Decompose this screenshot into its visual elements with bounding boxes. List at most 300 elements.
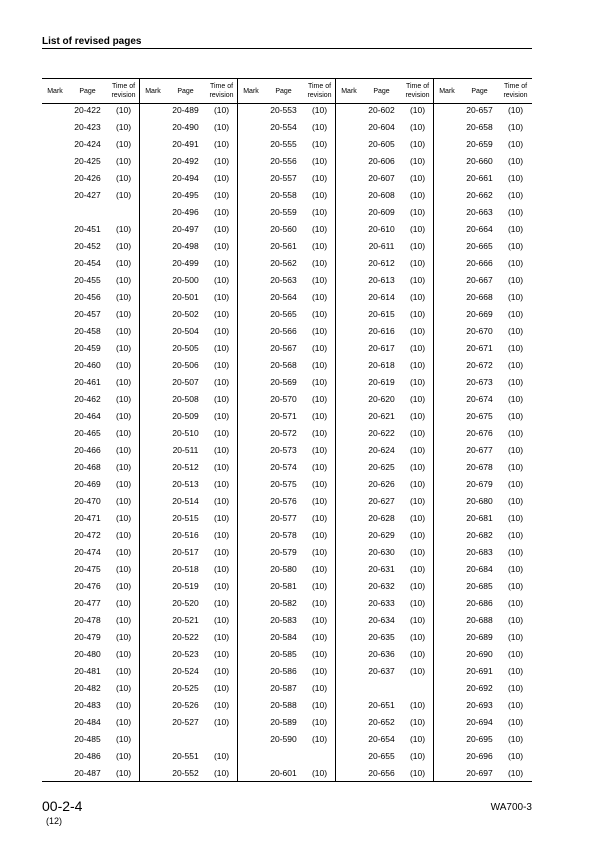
row-mark bbox=[336, 595, 362, 612]
row-revision: (10) bbox=[507, 547, 524, 557]
row-revision: (10) bbox=[507, 530, 524, 540]
row-mark bbox=[42, 544, 68, 561]
row-mark bbox=[238, 255, 264, 272]
row-revision: (10) bbox=[409, 615, 426, 625]
row-mark bbox=[238, 187, 264, 204]
row-page: 20-616 bbox=[368, 326, 395, 336]
row-revision: (10) bbox=[311, 479, 328, 489]
row-page: 20-667 bbox=[466, 275, 493, 285]
row-mark bbox=[42, 238, 68, 255]
row-page: 20-635 bbox=[368, 632, 395, 642]
row-page: 20-574 bbox=[270, 462, 297, 472]
row-revision: (10) bbox=[507, 411, 524, 421]
header-time-of-revision: Time of revision bbox=[503, 83, 528, 99]
row-mark bbox=[336, 221, 362, 238]
row-page: 20-582 bbox=[270, 598, 297, 608]
row-revision: (10) bbox=[311, 139, 328, 149]
row-page: 20-518 bbox=[172, 564, 199, 574]
row-page: 20-665 bbox=[466, 241, 493, 251]
row-revision: (10) bbox=[409, 428, 426, 438]
row-revision: (10) bbox=[115, 479, 132, 489]
row-mark bbox=[434, 697, 460, 714]
row-revision: (10) bbox=[311, 598, 328, 608]
row-page: 20-658 bbox=[466, 122, 493, 132]
row-mark bbox=[434, 731, 460, 748]
row-revision: (10) bbox=[409, 632, 426, 642]
row-revision: (10) bbox=[409, 139, 426, 149]
row-page: 20-613 bbox=[368, 275, 395, 285]
row-page: 20-561 bbox=[270, 241, 297, 251]
row-page: 20-492 bbox=[172, 156, 199, 166]
row-page: 20-681 bbox=[466, 513, 493, 523]
row-revision: (10) bbox=[409, 224, 426, 234]
row-page: 20-479 bbox=[74, 632, 101, 642]
row-page: 20-671 bbox=[466, 343, 493, 353]
row-page: 20-426 bbox=[74, 173, 101, 183]
row-page: 20-614 bbox=[368, 292, 395, 302]
row-revision: (10) bbox=[115, 122, 132, 132]
row-revision: (10) bbox=[409, 275, 426, 285]
row-page: 20-584 bbox=[270, 632, 297, 642]
row-page: 20-634 bbox=[368, 615, 395, 625]
row-mark bbox=[42, 646, 68, 663]
row-page: 20-621 bbox=[368, 411, 395, 421]
header-mark: Mark bbox=[439, 87, 455, 95]
row-page: 20-500 bbox=[172, 275, 199, 285]
row-revision: (10) bbox=[213, 258, 230, 268]
row-mark bbox=[336, 340, 362, 357]
row-mark bbox=[336, 510, 362, 527]
row-page: 20-424 bbox=[74, 139, 101, 149]
row-mark bbox=[336, 204, 362, 221]
row-revision: (10) bbox=[311, 734, 328, 744]
row-revision: (10) bbox=[115, 326, 132, 336]
row-mark bbox=[42, 714, 68, 731]
row-revision: (10) bbox=[507, 649, 524, 659]
row-mark bbox=[42, 510, 68, 527]
row-page: 20-590 bbox=[270, 734, 297, 744]
row-page: 20-460 bbox=[74, 360, 101, 370]
row-revision: (10) bbox=[311, 105, 328, 115]
row-page: 20-586 bbox=[270, 666, 297, 676]
row-mark bbox=[238, 663, 264, 680]
row-revision: (10) bbox=[507, 139, 524, 149]
header-page: Page bbox=[373, 87, 390, 95]
row-page: 20-622 bbox=[368, 428, 395, 438]
row-mark bbox=[434, 170, 460, 187]
row-page: 20-668 bbox=[466, 292, 493, 302]
row-revision: (10) bbox=[409, 241, 426, 251]
row-mark bbox=[336, 425, 362, 442]
row-revision: (10) bbox=[115, 649, 132, 659]
row-mark bbox=[140, 306, 166, 323]
row-page: 20-581 bbox=[270, 581, 297, 591]
row-page: 20-497 bbox=[172, 224, 199, 234]
row-page: 20-515 bbox=[172, 513, 199, 523]
row-mark bbox=[336, 289, 362, 306]
row-revision: (10) bbox=[213, 207, 230, 217]
row-mark bbox=[434, 374, 460, 391]
row-page: 20-502 bbox=[172, 309, 199, 319]
row-revision: (10) bbox=[213, 479, 230, 489]
row-mark bbox=[336, 476, 362, 493]
row-page: 20-466 bbox=[74, 445, 101, 455]
row-mark bbox=[42, 221, 68, 238]
row-mark bbox=[336, 391, 362, 408]
row-mark bbox=[336, 442, 362, 459]
row-page: 20-686 bbox=[466, 598, 493, 608]
row-page: 20-562 bbox=[270, 258, 297, 268]
row-mark bbox=[434, 187, 460, 204]
row-page: 20-611 bbox=[368, 241, 395, 251]
header-page: Page bbox=[275, 87, 292, 95]
row-revision: (10) bbox=[115, 513, 132, 523]
header-mark: Mark bbox=[243, 87, 259, 95]
row-revision: (10) bbox=[213, 632, 230, 642]
row-mark bbox=[238, 493, 264, 510]
row-mark bbox=[336, 153, 362, 170]
row-revision: (10) bbox=[213, 275, 230, 285]
row-page: 20-661 bbox=[466, 173, 493, 183]
row-page: 20-569 bbox=[270, 377, 297, 387]
row-revision: (10) bbox=[213, 173, 230, 183]
row-revision: (10) bbox=[507, 292, 524, 302]
row-revision bbox=[205, 731, 238, 748]
row-mark bbox=[238, 306, 264, 323]
row-mark bbox=[336, 527, 362, 544]
row-revision: (10) bbox=[409, 479, 426, 489]
row-page: 20-678 bbox=[466, 462, 493, 472]
row-page: 20-499 bbox=[172, 258, 199, 268]
row-page: 20-610 bbox=[368, 224, 395, 234]
row-revision: (10) bbox=[409, 326, 426, 336]
row-page: 20-571 bbox=[270, 411, 297, 421]
row-revision: (10) bbox=[507, 105, 524, 115]
row-mark bbox=[336, 731, 362, 748]
row-mark bbox=[336, 629, 362, 646]
row-revision: (10) bbox=[115, 156, 132, 166]
row-revision: (10) bbox=[213, 717, 230, 727]
row-revision: (10) bbox=[115, 224, 132, 234]
row-revision: (10) bbox=[311, 241, 328, 251]
row-revision: (10) bbox=[311, 581, 328, 591]
row-mark bbox=[434, 204, 460, 221]
row-mark bbox=[434, 663, 460, 680]
row-mark bbox=[140, 442, 166, 459]
row-revision: (10) bbox=[115, 666, 132, 676]
row-mark bbox=[238, 170, 264, 187]
row-revision: (10) bbox=[213, 428, 230, 438]
row-revision: (10) bbox=[213, 241, 230, 251]
row-mark bbox=[238, 697, 264, 714]
row-mark bbox=[434, 578, 460, 595]
row-page: 20-620 bbox=[368, 394, 395, 404]
row-revision: (10) bbox=[409, 734, 426, 744]
row-revision: (10) bbox=[409, 411, 426, 421]
row-mark bbox=[140, 510, 166, 527]
row-revision: (10) bbox=[409, 343, 426, 353]
row-page: 20-630 bbox=[368, 547, 395, 557]
row-revision: (10) bbox=[311, 122, 328, 132]
row-page: 20-689 bbox=[466, 632, 493, 642]
row-page: 20-501 bbox=[172, 292, 199, 302]
row-page: 20-512 bbox=[172, 462, 199, 472]
row-page: 20-618 bbox=[368, 360, 395, 370]
row-revision: (10) bbox=[409, 547, 426, 557]
row-revision: (10) bbox=[311, 360, 328, 370]
row-mark bbox=[42, 119, 68, 136]
row-page: 20-672 bbox=[466, 360, 493, 370]
row-revision: (10) bbox=[213, 411, 230, 421]
row-page: 20-458 bbox=[74, 326, 101, 336]
row-mark bbox=[140, 646, 166, 663]
row-revision: (10) bbox=[507, 513, 524, 523]
row-page: 20-587 bbox=[270, 683, 297, 693]
row-page: 20-423 bbox=[74, 122, 101, 132]
row-page: 20-482 bbox=[74, 683, 101, 693]
row-revision: (10) bbox=[507, 666, 524, 676]
row-mark bbox=[336, 493, 362, 510]
row-mark bbox=[434, 527, 460, 544]
row-mark bbox=[42, 323, 68, 340]
row-mark bbox=[42, 697, 68, 714]
row-mark bbox=[434, 595, 460, 612]
row-mark bbox=[238, 578, 264, 595]
row-page: 20-617 bbox=[368, 343, 395, 353]
row-revision: (10) bbox=[507, 615, 524, 625]
row-page: 20-476 bbox=[74, 581, 101, 591]
row-mark bbox=[238, 731, 264, 748]
row-page: 20-682 bbox=[466, 530, 493, 540]
row-page: 20-555 bbox=[270, 139, 297, 149]
row-page: 20-465 bbox=[74, 428, 101, 438]
row-page: 20-663 bbox=[466, 207, 493, 217]
row-mark bbox=[140, 289, 166, 306]
row-mark bbox=[336, 612, 362, 629]
row-mark bbox=[140, 578, 166, 595]
row-mark bbox=[434, 306, 460, 323]
row-page: 20-456 bbox=[74, 292, 101, 302]
row-revision: (10) bbox=[311, 207, 328, 217]
row-revision: (10) bbox=[409, 156, 426, 166]
row-revision: (10) bbox=[213, 139, 230, 149]
row-page: 20-459 bbox=[74, 343, 101, 353]
row-mark bbox=[238, 289, 264, 306]
header-page: Page bbox=[177, 87, 194, 95]
row-page: 20-485 bbox=[74, 734, 101, 744]
row-revision: (10) bbox=[213, 224, 230, 234]
row-revision: (10) bbox=[115, 411, 132, 421]
row-page: 20-526 bbox=[172, 700, 199, 710]
row-revision: (10) bbox=[311, 530, 328, 540]
row-page: 20-563 bbox=[270, 275, 297, 285]
row-page: 20-579 bbox=[270, 547, 297, 557]
row-page: 20-676 bbox=[466, 428, 493, 438]
row-revision: (10) bbox=[409, 292, 426, 302]
row-page: 20-572 bbox=[270, 428, 297, 438]
row-mark bbox=[336, 544, 362, 561]
row-revision: (10) bbox=[507, 224, 524, 234]
row-mark bbox=[238, 425, 264, 442]
row-mark bbox=[140, 561, 166, 578]
row-mark bbox=[238, 238, 264, 255]
row-mark bbox=[42, 425, 68, 442]
row-mark bbox=[140, 238, 166, 255]
row-mark bbox=[140, 680, 166, 697]
row-page: 20-565 bbox=[270, 309, 297, 319]
row-mark bbox=[238, 561, 264, 578]
row-revision: (10) bbox=[311, 564, 328, 574]
row-page: 20-632 bbox=[368, 581, 395, 591]
row-revision: (10) bbox=[213, 462, 230, 472]
row-revision: (10) bbox=[115, 428, 132, 438]
row-page: 20-659 bbox=[466, 139, 493, 149]
row-mark bbox=[336, 459, 362, 476]
row-revision: (10) bbox=[311, 326, 328, 336]
row-page: 20-619 bbox=[368, 377, 395, 387]
row-revision: (10) bbox=[311, 649, 328, 659]
row-mark bbox=[42, 663, 68, 680]
row-mark bbox=[434, 425, 460, 442]
row-revision: (10) bbox=[507, 258, 524, 268]
row-page: 20-585 bbox=[270, 649, 297, 659]
row-mark bbox=[140, 612, 166, 629]
row-mark bbox=[140, 595, 166, 612]
row-page: 20-652 bbox=[368, 717, 395, 727]
row-page: 20-475 bbox=[74, 564, 101, 574]
row-revision: (10) bbox=[311, 683, 328, 693]
row-page: 20-628 bbox=[368, 513, 395, 523]
row-page: 20-604 bbox=[368, 122, 395, 132]
row-mark bbox=[434, 136, 460, 153]
row-page: 20-498 bbox=[172, 241, 199, 251]
row-mark bbox=[140, 357, 166, 374]
row-page: 20-633 bbox=[368, 598, 395, 608]
row-page: 20-554 bbox=[270, 122, 297, 132]
row-revision: (10) bbox=[409, 207, 426, 217]
row-revision: (10) bbox=[507, 581, 524, 591]
row-revision: (10) bbox=[115, 632, 132, 642]
row-mark bbox=[140, 255, 166, 272]
row-mark bbox=[238, 510, 264, 527]
row-revision: (10) bbox=[311, 513, 328, 523]
row-revision bbox=[303, 748, 336, 765]
row-page: 20-478 bbox=[74, 615, 101, 625]
row-mark bbox=[140, 748, 166, 765]
row-page: 20-553 bbox=[270, 105, 297, 115]
row-mark bbox=[336, 323, 362, 340]
row-mark bbox=[336, 170, 362, 187]
header-time-of-revision: Time of revision bbox=[307, 83, 332, 99]
row-mark bbox=[140, 714, 166, 731]
row-revision: (10) bbox=[409, 513, 426, 523]
row-revision: (10) bbox=[213, 156, 230, 166]
row-revision: (10) bbox=[409, 377, 426, 387]
row-page: 20-679 bbox=[466, 479, 493, 489]
row-mark bbox=[434, 153, 460, 170]
row-revision: (10) bbox=[115, 190, 132, 200]
row-revision: (10) bbox=[115, 768, 132, 778]
row-mark bbox=[42, 136, 68, 153]
row-page: 20-517 bbox=[172, 547, 199, 557]
row-mark bbox=[238, 629, 264, 646]
row-revision: (10) bbox=[409, 530, 426, 540]
row-page: 20-486 bbox=[74, 751, 101, 761]
row-revision: (10) bbox=[213, 496, 230, 506]
row-page: 20-452 bbox=[74, 241, 101, 251]
row-page: 20-605 bbox=[368, 139, 395, 149]
row-mark bbox=[238, 357, 264, 374]
row-mark bbox=[336, 374, 362, 391]
row-revision: (10) bbox=[409, 258, 426, 268]
row-mark bbox=[42, 255, 68, 272]
row-page: 20-662 bbox=[466, 190, 493, 200]
row-page bbox=[68, 204, 107, 221]
row-revision: (10) bbox=[507, 428, 524, 438]
row-revision: (10) bbox=[311, 445, 328, 455]
row-page: 20-694 bbox=[466, 717, 493, 727]
row-page: 20-691 bbox=[466, 666, 493, 676]
row-revision: (10) bbox=[115, 105, 132, 115]
row-page: 20-462 bbox=[74, 394, 101, 404]
row-page: 20-516 bbox=[172, 530, 199, 540]
row-page: 20-612 bbox=[368, 258, 395, 268]
row-page: 20-680 bbox=[466, 496, 493, 506]
row-page: 20-521 bbox=[172, 615, 199, 625]
row-mark bbox=[42, 493, 68, 510]
page-number: 00-2-4 bbox=[42, 798, 83, 814]
row-page: 20-509 bbox=[172, 411, 199, 421]
row-revision: (10) bbox=[311, 156, 328, 166]
header-time-of-revision: Time of revision bbox=[405, 83, 430, 99]
row-revision: (10) bbox=[507, 343, 524, 353]
row-mark bbox=[140, 136, 166, 153]
row-page: 20-527 bbox=[172, 717, 199, 727]
row-page: 20-494 bbox=[172, 173, 199, 183]
row-revision: (10) bbox=[213, 666, 230, 676]
row-page: 20-629 bbox=[368, 530, 395, 540]
row-mark bbox=[140, 391, 166, 408]
row-mark bbox=[238, 476, 264, 493]
row-page: 20-425 bbox=[74, 156, 101, 166]
row-mark bbox=[336, 663, 362, 680]
row-page: 20-457 bbox=[74, 309, 101, 319]
row-page: 20-575 bbox=[270, 479, 297, 489]
row-revision: (10) bbox=[213, 190, 230, 200]
row-revision: (10) bbox=[115, 139, 132, 149]
row-revision bbox=[107, 204, 140, 221]
row-revision: (10) bbox=[311, 547, 328, 557]
row-mark bbox=[238, 544, 264, 561]
row-mark bbox=[42, 391, 68, 408]
row-revision: (10) bbox=[311, 428, 328, 438]
row-page: 20-523 bbox=[172, 649, 199, 659]
row-page: 20-673 bbox=[466, 377, 493, 387]
row-mark bbox=[336, 119, 362, 136]
row-page: 20-455 bbox=[74, 275, 101, 285]
row-mark bbox=[336, 187, 362, 204]
row-mark bbox=[434, 238, 460, 255]
row-mark bbox=[434, 544, 460, 561]
row-page: 20-480 bbox=[74, 649, 101, 659]
row-mark bbox=[336, 136, 362, 153]
row-page: 20-670 bbox=[466, 326, 493, 336]
row-revision: (10) bbox=[409, 122, 426, 132]
row-page: 20-666 bbox=[466, 258, 493, 268]
row-page: 20-496 bbox=[172, 207, 199, 217]
row-revision: (10) bbox=[213, 581, 230, 591]
row-mark bbox=[42, 306, 68, 323]
